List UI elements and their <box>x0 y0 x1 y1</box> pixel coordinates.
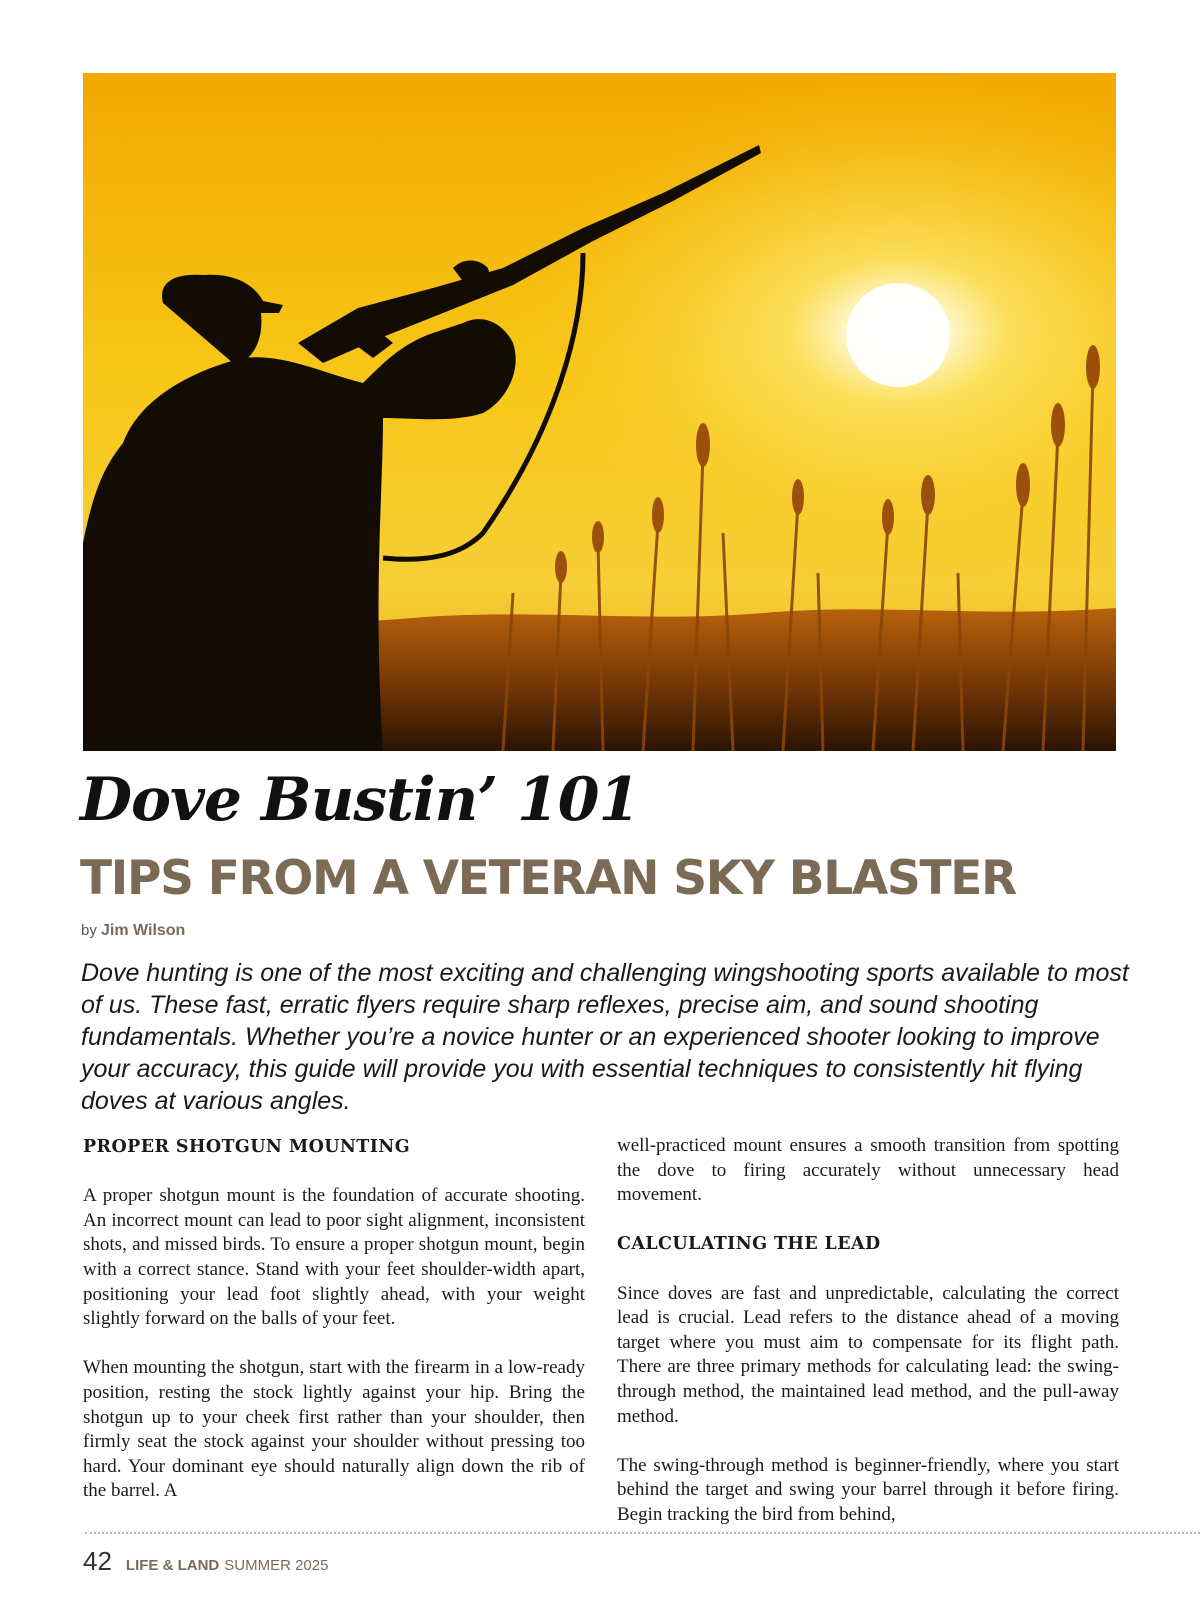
byline <box>81 922 185 940</box>
article-kicker: Dove Bustin’ 101 <box>80 765 640 835</box>
publication-name: LIFE & LAND <box>125 1557 220 1574</box>
article-headline: TIPS FROM A VETERAN SKY BLASTER <box>80 851 1016 906</box>
section-heading-calculating-lead: CALCULATING THE LEAD <box>617 1234 881 1255</box>
section-heading-shotgun-mounting: PROPER SHOTGUN MOUNTING <box>83 1137 411 1157</box>
author-name: Jim Wilson <box>101 922 186 939</box>
byline-prefix: by <box>81 922 97 939</box>
page-number: 42 <box>83 1546 112 1576</box>
body-paragraph: The swing-through method is beginner-friendly, where you start behind the target and swing your barrel through it before firing. Begin tracking the bird from behind, <box>617 1454 1119 1525</box>
article-intro: Dove hunting is one of the most exciting and challenging wingshooting sports available to most of us. These fast, erratic flyers require sharp reflexes, precise aim, and sound shooting fundamentals. Whether you’re a novice hunter or an experienced shooter looking to improve your accuracy, this guide will provide you with essential techniques to consistently hit flying doves at various angles. <box>81 959 1129 1115</box>
body-paragraph: Since doves are fast and unpredictable, calculating the correct lead is crucial. Lead refers to the distance ahead of a moving target where you must aim to compensate for its flight path. There are three primary methods for calculating lead: the swing-through method, the maintained lead method, and the pull-away method. <box>617 1282 1119 1427</box>
left-column <box>83 1135 585 1529</box>
body-paragraph: well-practiced mount ensures a smooth transition from spotting the dove to firing accurately without unnecessary head movement. <box>617 1135 1119 1206</box>
right-column <box>617 1134 1119 1552</box>
page-footer <box>83 1546 328 1578</box>
body-paragraph: When mounting the shotgun, start with the firearm in a low-ready position, resting the stock lightly against your hip. Bring the shotgun up to your cheek first rather than your shoulder, then firmly seat the stock against your shoulder without pressing too hard. Your dominant eye should naturally align down the rib of the barrel. A <box>83 1357 585 1502</box>
issue-label: SUMMER 2025 <box>224 1557 329 1574</box>
hunter-silhouette-image <box>83 73 1116 751</box>
body-paragraph: A proper shotgun mount is the foundation of accurate shooting. An incorrect mount can lead to poor sight alignment, inconsistent shots, and missed birds. To ensure a proper shotgun mount, begin with a correct stance. Stand with your feet shoulder-width apart, positioning your lead foot slightly ahead, with your weight slightly forward on the balls of your feet. <box>83 1185 585 1330</box>
footer-divider <box>85 1532 1200 1534</box>
hero-photo <box>83 73 1116 751</box>
